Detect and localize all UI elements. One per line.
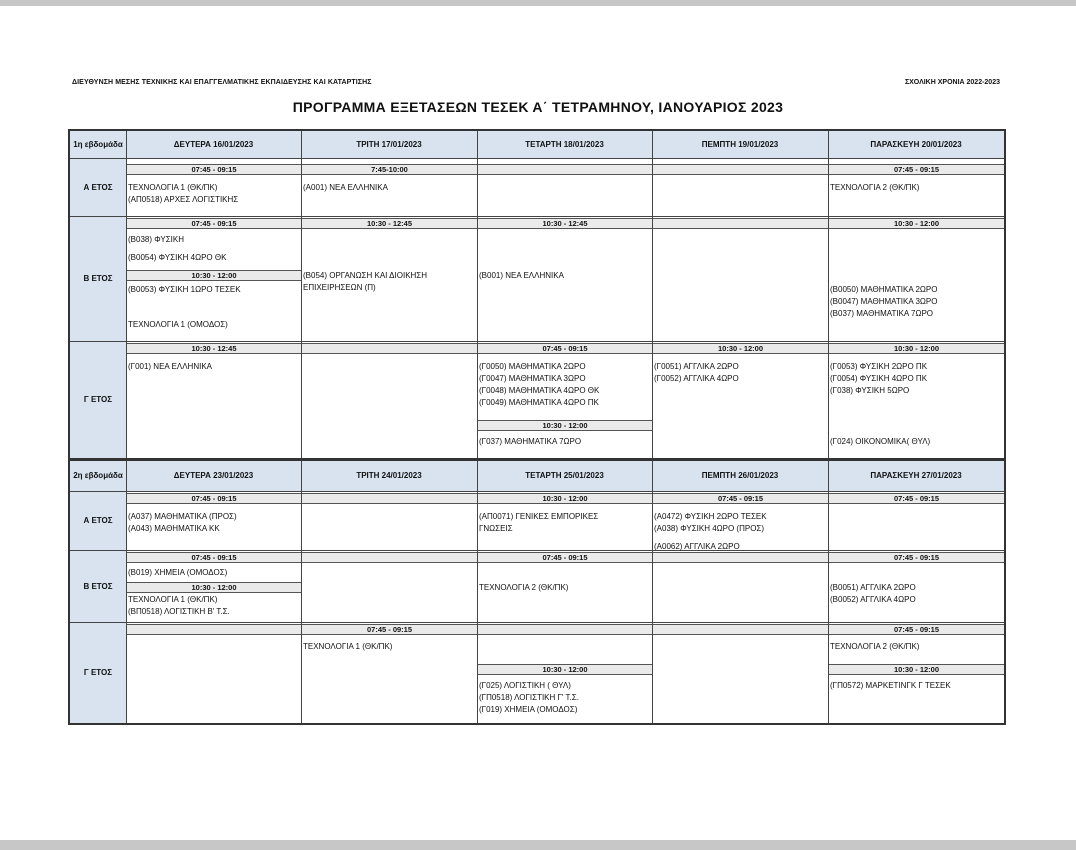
exam-entry: (Γ024) ΟΙΚΟΝΟΜΙΚΑ( ΘΥΛ) bbox=[830, 437, 931, 446]
row-header-year-c: Γ ΕΤΟΣ bbox=[83, 668, 113, 677]
row-header-year-b: Β ΕΤΟΣ bbox=[83, 274, 113, 283]
time-slot-empty bbox=[478, 624, 652, 635]
school-year-header: ΣΧΟΛΙΚΗ ΧΡΟΝΙΑ 2022-2023 bbox=[904, 79, 1000, 86]
time-slot-empty bbox=[653, 624, 828, 635]
exam-entry: (Α043) ΜΑΘΗΜΑΤΙΚΑ ΚΚ bbox=[128, 524, 220, 533]
time-slot: 07:45 - 09:15 bbox=[127, 164, 301, 175]
time-slot: 10:30 - 12:00 bbox=[127, 270, 301, 281]
time-slot: 07:45 - 09:15 bbox=[127, 493, 301, 504]
exam-entry: (Γ0050) ΜΑΘΗΜΑΤΙΚΑ 2ΩΡΟ bbox=[479, 362, 586, 371]
time-slot: 10:30 - 12:00 bbox=[478, 493, 652, 504]
day-header: ΤΕΤΑΡΤΗ 18/01/2023 bbox=[525, 139, 604, 149]
exam-entry: (ΒΠ0518) ΛΟΓΙΣΤΙΚΗ Β' Τ.Σ. bbox=[128, 607, 230, 616]
time-slot: 10:30 - 12:00 bbox=[829, 343, 1004, 354]
exam-entry: (Β054) ΟΡΓΑΝΩΣΗ ΚΑΙ ΔΙΟΙΚΗΣΗ bbox=[303, 271, 428, 280]
exam-entry: (Γ0054) ΦΥΣΙΚΗ 4ΩΡΟ ΠΚ bbox=[830, 374, 928, 383]
exam-schedule-table bbox=[68, 129, 1006, 725]
exam-entry: (Α001) ΝΕΑ ΕΛΛΗΝΙΚΑ bbox=[303, 183, 388, 192]
time-slot-empty bbox=[127, 624, 301, 635]
exam-entry: ΤΕΧΝΟΛΟΓΙΑ 1 (ΘΚ/ΠΚ) bbox=[303, 642, 393, 651]
page-title: ΠΡΟΓΡΑΜΜΑ ΕΞΕΤΑΣΕΩΝ ΤΕΣΕΚ Α΄ ΤΕΤΡΑΜΗΝΟΥ, ΙΑΝΟΥΑΡΙΟΣ 2023 bbox=[292, 99, 784, 115]
exam-entry: (Α037) ΜΑΘΗΜΑΤΙΚΑ (ΠΡΟΣ) bbox=[128, 512, 237, 521]
time-slot: 07:45 - 09:15 bbox=[653, 493, 828, 504]
exam-entry: (ΓΠ0572) ΜΑΡΚΕΤΙΝΓΚ Γ ΤΕΣΕΚ bbox=[830, 681, 951, 690]
exam-entry: (Α0062) ΑΓΓΛΙΚΑ 2ΩΡΟ bbox=[654, 542, 740, 551]
day-header: ΤΕΤΑΡΤΗ 25/01/2023 bbox=[525, 471, 604, 480]
time-slot: 7:45-10:00 bbox=[302, 164, 477, 175]
time-slot: 07:45 - 09:15 bbox=[478, 343, 652, 354]
exam-entry: (Γ037) ΜΑΘΗΜΑΤΙΚΑ 7ΩΡΟ bbox=[479, 437, 582, 446]
exam-entry: (Β001) ΝΕΑ ΕΛΛΗΝΙΚΑ bbox=[479, 271, 564, 280]
exam-entry: ΤΕΧΝΟΛΟΓΙΑ 1 (ΘΚ/ΠΚ) bbox=[128, 595, 218, 604]
time-slot: 07:45 - 09:15 bbox=[302, 624, 477, 635]
exam-entry: (Β038) ΦΥΣΙΚΗ bbox=[128, 235, 184, 244]
day-header: ΔΕΥΤΕΡΑ 23/01/2023 bbox=[173, 471, 254, 480]
time-slot-empty bbox=[302, 343, 477, 354]
time-slot-empty bbox=[302, 493, 477, 504]
exam-entry: (Α038) ΦΥΣΙΚΗ 4ΩΡΟ (ΠΡΟΣ) bbox=[654, 524, 765, 533]
exam-entry: (Γ001) ΝΕΑ ΕΛΛΗΝΙΚΑ bbox=[128, 362, 213, 371]
time-slot: 10:30 - 12:00 bbox=[653, 343, 828, 354]
week2-label: 2η εβδομάδα bbox=[73, 471, 123, 480]
time-slot: 10:30 - 12:45 bbox=[302, 218, 477, 229]
day-header: ΠΑΡΑΣΚΕΥΗ 27/01/2023 bbox=[870, 471, 962, 480]
time-slot-empty bbox=[302, 552, 477, 563]
exam-entry: ΓΝΩΣΕΙΣ bbox=[479, 524, 513, 533]
day-header: ΠΕΜΠΤΗ 26/01/2023 bbox=[701, 471, 779, 480]
exam-entry: ΤΕΧΝΟΛΟΓΙΑ 1 (ΘΚ/ΠΚ) bbox=[128, 183, 218, 192]
exam-entry: (Β0047) ΜΑΘΗΜΑΤΙΚΑ 3ΩΡΟ bbox=[830, 297, 938, 306]
day-header: ΤΡΙΤΗ 24/01/2023 bbox=[356, 471, 422, 480]
exam-entry: (Γ038) ΦΥΣΙΚΗ 5ΩΡΟ bbox=[830, 386, 910, 395]
exam-entry: (Β0054) ΦΥΣΙΚΗ 4ΩΡΟ ΘΚ bbox=[128, 253, 227, 262]
time-slot: 10:30 - 12:00 bbox=[829, 664, 1004, 675]
exam-entry: (Γ0048) ΜΑΘΗΜΑΤΙΚΑ 4ΩΡΟ ΘΚ bbox=[479, 386, 600, 395]
exam-entry: (Γ025) ΛΟΓΙΣΤΙΚΗ ( ΘΥΛ) bbox=[479, 681, 571, 690]
time-slot: 10:30 - 12:45 bbox=[478, 218, 652, 229]
exam-entry: (ΓΠ0518) ΛΟΓΙΣΤΙΚΗ Γ' Τ.Σ. bbox=[479, 693, 579, 702]
exam-entry: (Β0052) ΑΓΓΛΙΚΑ 4ΩΡΟ bbox=[830, 595, 916, 604]
row-header-year-c: Γ ΕΤΟΣ bbox=[83, 395, 113, 404]
row-header-year-a: Α ΕΤΟΣ bbox=[83, 182, 113, 192]
time-slot: 07:45 - 09:15 bbox=[478, 552, 652, 563]
time-slot: 07:45 - 09:15 bbox=[127, 552, 301, 563]
bottom-edge-bar bbox=[0, 840, 1076, 850]
row-header-year-b: Β ΕΤΟΣ bbox=[83, 581, 113, 591]
exam-entry: (Γ0053) ΦΥΣΙΚΗ 2ΩΡΟ ΠΚ bbox=[830, 362, 928, 371]
exam-entry: (ΑΠ0518) ΑΡΧΕΣ ΛΟΓΙΣΤΙΚΗΣ bbox=[128, 195, 239, 204]
exam-entry: (Β0053) ΦΥΣΙΚΗ 1ΩΡΟ ΤΕΣΕΚ bbox=[128, 285, 241, 294]
time-slot-empty bbox=[653, 218, 828, 229]
exam-entry: (Β0051) ΑΓΓΛΙΚΑ 2ΩΡΟ bbox=[830, 583, 916, 592]
exam-entry: ΕΠΙΧΕΙΡΗΣΕΩΝ (Π) bbox=[303, 283, 376, 292]
time-slot-empty bbox=[478, 164, 652, 175]
exam-entry: (Γ0052) ΑΓΓΛΙΚΑ 4ΩΡΟ bbox=[654, 374, 739, 383]
exam-entry: (Α0472) ΦΥΣΙΚΗ 2ΩΡΟ ΤΕΣΕΚ bbox=[654, 512, 767, 521]
time-slot: 07:45 - 09:15 bbox=[127, 218, 301, 229]
week1-label: 1η εβδομάδα bbox=[73, 139, 123, 149]
time-slot: 10:30 - 12:00 bbox=[829, 218, 1004, 229]
exam-entry: ΤΕΧΝΟΛΟΓΙΑ 2 (ΘΚ/ΠΚ) bbox=[830, 183, 920, 192]
row-header-year-a: Α ΕΤΟΣ bbox=[83, 516, 113, 525]
exam-entry: ΤΕΧΝΟΛΟΓΙΑ 2 (ΘΚ/ΠΚ) bbox=[479, 583, 569, 592]
time-slot: 07:45 - 09:15 bbox=[829, 493, 1004, 504]
time-slot: 10:30 - 12:45 bbox=[127, 343, 301, 354]
directorate-header: ΔΙΕΥΘΥΝΣΗ ΜΕΣΗΣ ΤΕΧΝΙΚΗΣ ΚΑΙ ΕΠΑΓΓΕΛΜΑΤΙΚΗΣ ΕΚΠΑΙΔΕΥΣΗΣ ΚΑΙ ΚΑΤΑΡΤΙΣΗΣ bbox=[72, 79, 372, 86]
exam-entry: (Β019) ΧΗΜΕΙΑ (ΟΜΟΔΟΣ) bbox=[128, 568, 228, 577]
exam-entry: (Γ0049) ΜΑΘΗΜΑΤΙΚΑ 4ΩΡΟ ΠΚ bbox=[479, 398, 599, 407]
exam-entry: (Γ0047) ΜΑΘΗΜΑΤΙΚΑ 3ΩΡΟ bbox=[479, 374, 586, 383]
exam-entry: (Γ019) ΧΗΜΕΙΑ (ΟΜΟΔΟΣ) bbox=[479, 705, 578, 714]
time-slot: 10:30 - 12:00 bbox=[478, 420, 652, 431]
top-edge-bar bbox=[0, 0, 1076, 6]
exam-entry: (ΑΠ0071) ΓΕΝΙΚΕΣ ΕΜΠΟΡΙΚΕΣ bbox=[479, 512, 599, 521]
exam-entry: ΤΕΧΝΟΛΟΓΙΑ 2 (ΘΚ/ΠΚ) bbox=[830, 642, 920, 651]
time-slot: 10:30 - 12:00 bbox=[127, 582, 301, 593]
exam-entry: ΤΕΧΝΟΛΟΓΙΑ 1 (ΟΜΟΔΟΣ) bbox=[128, 320, 228, 329]
exam-entry: (Γ0051) ΑΓΓΛΙΚΑ 2ΩΡΟ bbox=[654, 362, 739, 371]
time-slot: 07:45 - 09:15 bbox=[829, 624, 1004, 635]
time-slot: 10:30 - 12:00 bbox=[478, 664, 652, 675]
time-slot: 07:45 - 09:15 bbox=[829, 164, 1004, 175]
day-header: ΠΑΡΑΣΚΕΥΗ 20/01/2023 bbox=[870, 139, 962, 149]
exam-entry: (Β037) ΜΑΘΗΜΑΤΙΚΑ 7ΩΡΟ bbox=[830, 309, 934, 318]
day-header: ΠΕΜΠΤΗ 19/01/2023 bbox=[701, 139, 779, 149]
time-slot-empty bbox=[653, 552, 828, 563]
day-header: ΤΡΙΤΗ 17/01/2023 bbox=[356, 139, 422, 149]
day-header: ΔΕΥΤΕΡΑ 16/01/2023 bbox=[173, 139, 254, 149]
time-slot-empty bbox=[653, 164, 828, 175]
time-slot: 07:45 - 09:15 bbox=[829, 552, 1004, 563]
exam-entry: (Β0050) ΜΑΘΗΜΑΤΙΚΑ 2ΩΡΟ bbox=[830, 285, 938, 294]
